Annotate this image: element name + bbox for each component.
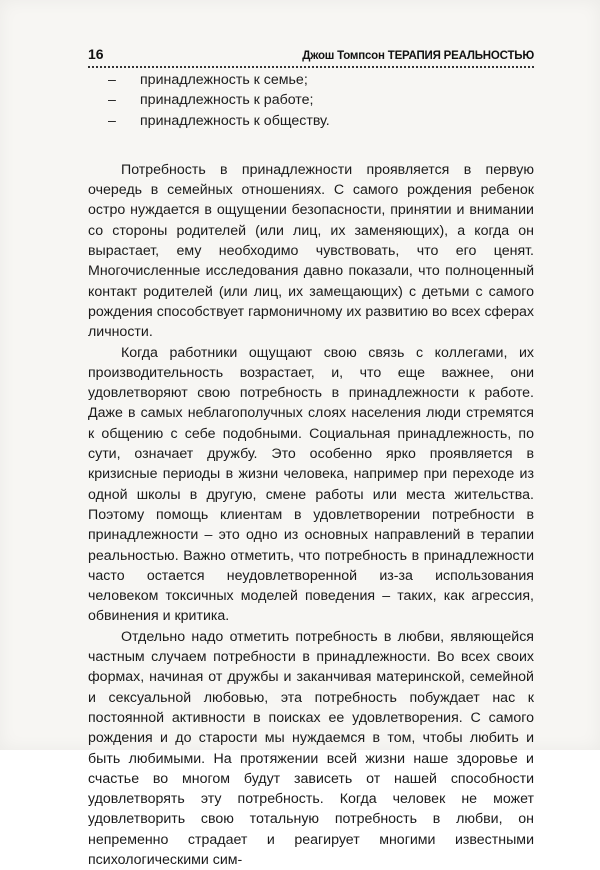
page-header	[88, 40, 534, 62]
bullet-item: – принадлежность к обществу.	[108, 111, 534, 131]
page-number: 16	[88, 46, 104, 62]
paragraph-work-belonging: Когда работники ощущают свою связь с коллегами, их производительность возрастает, и, что еще важнее, они удовлетворяют свою потребность в принадлежности к работе. Даже в самых неблагополучных слоях населения люди стремятся к общению с себе подобными. Социальная принадлежность, по сути, означает дружбу. Это особенно ярко проявляется в кризисные периоды в жизни человека, например при переходе из одной школы в другую, смене работы или места жительства. Поэтому помощь клиентам в удовлетворении потребности в принадлежности – это одно из основных направлений в терапии реальностью. Важно отметить, что потребность в принадлежности часто остается неудовлетворенной из-за использования человеком токсичных моделей поведения – таких, как агрессия, обвинения и критика.	[88, 344, 534, 625]
bullet-item: – принадлежность к семье;	[108, 70, 534, 90]
bullet-list	[88, 70, 534, 131]
page-body	[88, 70, 534, 870]
section-gap	[88, 131, 534, 160]
bullet-item: – принадлежность к работе;	[108, 90, 534, 110]
paragraph-family-belonging: Потребность в принадлежности проявляется в первую очередь в семейных отношениях. С самого рождения ребенок остро нуждается в ощущении безопасности, принятии и внимании со стороны родителей (или лиц, их заменяющих), а когда он вырастает, ему необходимо чувствовать, что его ценят. Многочисленные исследования давно показали, что полноценный контакт родителей (или лиц, их замещающих) с детьми с самого рождения способствует гармоничному их развитию во всех сферах личности.	[88, 161, 534, 341]
paragraph-love-need: Отдельно надо отметить потребность в любви, являющейся частным случаем потребности в принадлежности. Во всех своих формах, начиная от дружбы и заканчивая материнской, семейной и сексуальной любовью, эта потребность побуждает нас к постоянной активности в поисках ее удовлетворения. С самого рождения и до старости мы нуждаемся в том, чтобы любить и быть любимыми. На протяжении всей жизни наше здоровье и счастье во многом будут зависеть от нашей способности удовлетворять эту потребность. Когда человек не может удовлетворить свою тотальную потребность в любви, он непременно страдает и реагирует многими известными психологическими сим-	[88, 628, 534, 868]
header-divider	[88, 66, 534, 68]
running-title: Джош Томпсон ТЕРАПИЯ РЕАЛЬНОСТЬЮ	[302, 50, 534, 62]
